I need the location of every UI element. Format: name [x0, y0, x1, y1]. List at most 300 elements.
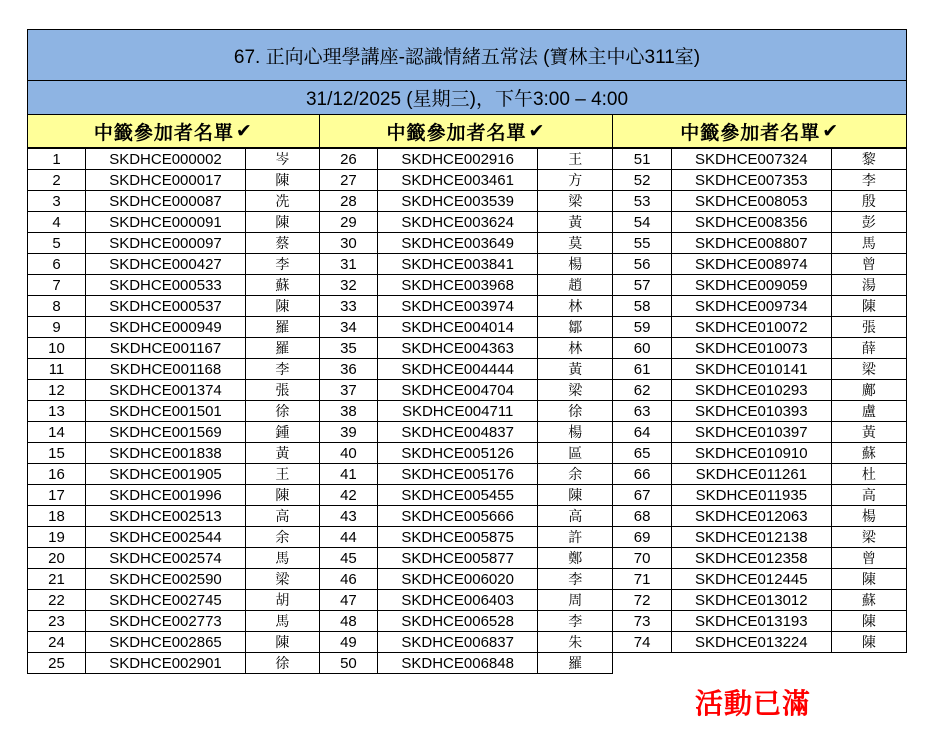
participant-surname: 李 — [831, 170, 906, 191]
participant-surname: 徐 — [246, 401, 320, 422]
table-row — [320, 170, 613, 191]
participant-code: SKDHCE001569 — [86, 422, 246, 443]
participant-code: SKDHCE002544 — [86, 527, 246, 548]
table-row — [28, 527, 320, 548]
table-row — [320, 275, 613, 296]
participant-surname: 蔡 — [246, 233, 320, 254]
table-row — [613, 191, 906, 212]
participant-surname: 羅 — [246, 338, 320, 359]
participant-code: SKDHCE012358 — [671, 548, 831, 569]
participant-surname: 區 — [538, 443, 613, 464]
participant-surname: 曾 — [831, 254, 906, 275]
table-row — [320, 212, 613, 233]
participant-code: SKDHCE012138 — [671, 527, 831, 548]
row-number: 58 — [613, 296, 671, 317]
table-row — [613, 464, 906, 485]
row-number: 44 — [320, 527, 378, 548]
participant-surname: 殷 — [831, 191, 906, 212]
participant-surname: 陳 — [246, 632, 320, 653]
participant-code: SKDHCE007324 — [671, 149, 831, 170]
row-number: 74 — [613, 632, 671, 653]
participant-code: SKDHCE002916 — [378, 149, 538, 170]
participant-column-1 — [27, 148, 320, 674]
row-number: 3 — [28, 191, 86, 212]
column-header-3 — [613, 115, 907, 148]
participant-code: SKDHCE003461 — [378, 170, 538, 191]
row-number: 24 — [28, 632, 86, 653]
participant-surname: 馬 — [246, 548, 320, 569]
row-number: 42 — [320, 485, 378, 506]
row-number: 57 — [613, 275, 671, 296]
table-row — [613, 548, 906, 569]
participant-code: SKDHCE006837 — [378, 632, 538, 653]
participant-surname: 高 — [831, 485, 906, 506]
table-row — [28, 611, 320, 632]
row-number: 7 — [28, 275, 86, 296]
participant-surname: 周 — [538, 590, 613, 611]
participant-code: SKDHCE010293 — [671, 380, 831, 401]
participant-code: SKDHCE000002 — [86, 149, 246, 170]
participant-code: SKDHCE000537 — [86, 296, 246, 317]
participant-code: SKDHCE006848 — [378, 653, 538, 674]
participant-code: SKDHCE005126 — [378, 443, 538, 464]
table-row — [320, 317, 613, 338]
table-row — [613, 254, 906, 275]
participant-surname: 湯 — [831, 275, 906, 296]
participant-code: SKDHCE003649 — [378, 233, 538, 254]
row-number: 35 — [320, 338, 378, 359]
participant-surname: 高 — [246, 506, 320, 527]
participant-code: SKDHCE003841 — [378, 254, 538, 275]
row-number: 5 — [28, 233, 86, 254]
participant-surname: 張 — [831, 317, 906, 338]
participant-surname: 鄺 — [831, 380, 906, 401]
table-row — [613, 338, 906, 359]
column-header-label: 中籤參加者名單 — [386, 122, 527, 144]
participant-surname: 蘇 — [831, 590, 906, 611]
table-row — [28, 569, 320, 590]
table-row — [28, 149, 320, 170]
table-row — [320, 506, 613, 527]
row-number: 1 — [28, 149, 86, 170]
participant-code: SKDHCE010910 — [671, 443, 831, 464]
row-number: 10 — [28, 338, 86, 359]
table-row — [320, 296, 613, 317]
row-number: 50 — [320, 653, 378, 674]
row-number: 38 — [320, 401, 378, 422]
table-row — [613, 632, 906, 653]
participant-code: SKDHCE005875 — [378, 527, 538, 548]
participant-code: SKDHCE006020 — [378, 569, 538, 590]
participant-surname: 陳 — [246, 296, 320, 317]
table-row — [320, 464, 613, 485]
participant-surname: 陳 — [831, 611, 906, 632]
participant-code: SKDHCE000533 — [86, 275, 246, 296]
row-number: 53 — [613, 191, 671, 212]
participant-code: SKDHCE007353 — [671, 170, 831, 191]
participant-surname: 林 — [538, 338, 613, 359]
participant-surname: 梁 — [538, 380, 613, 401]
column-header-label: 中籤參加者名單 — [93, 122, 234, 144]
table-row — [613, 296, 906, 317]
table-row — [613, 212, 906, 233]
row-number: 55 — [613, 233, 671, 254]
row-number: 30 — [320, 233, 378, 254]
participant-code: SKDHCE011935 — [671, 485, 831, 506]
participant-surname: 鄒 — [538, 317, 613, 338]
participant-code: SKDHCE001838 — [86, 443, 246, 464]
table-row — [28, 653, 320, 674]
participant-code: SKDHCE004837 — [378, 422, 538, 443]
row-number: 72 — [613, 590, 671, 611]
row-number: 46 — [320, 569, 378, 590]
table-row — [613, 527, 906, 548]
table-row — [320, 401, 613, 422]
participant-surname: 徐 — [246, 653, 320, 674]
table-row — [320, 485, 613, 506]
row-number: 71 — [613, 569, 671, 590]
row-number: 12 — [28, 380, 86, 401]
row-number: 19 — [28, 527, 86, 548]
table-row — [28, 170, 320, 191]
row-number: 49 — [320, 632, 378, 653]
row-number: 62 — [613, 380, 671, 401]
table-row — [613, 506, 906, 527]
table-row — [320, 632, 613, 653]
participant-code: SKDHCE002865 — [86, 632, 246, 653]
participant-surname: 朱 — [538, 632, 613, 653]
participant-code: SKDHCE013012 — [671, 590, 831, 611]
participant-surname: 陳 — [831, 632, 906, 653]
participant-code: SKDHCE008807 — [671, 233, 831, 254]
participant-surname: 馬 — [246, 611, 320, 632]
participant-code: SKDHCE009734 — [671, 296, 831, 317]
participant-code: SKDHCE005176 — [378, 464, 538, 485]
row-number: 31 — [320, 254, 378, 275]
participant-code: SKDHCE000097 — [86, 233, 246, 254]
table-row — [320, 149, 613, 170]
participant-code: SKDHCE008356 — [671, 212, 831, 233]
table-row — [28, 359, 320, 380]
table-row — [320, 338, 613, 359]
table-row — [28, 422, 320, 443]
participant-surname: 鄭 — [538, 548, 613, 569]
participant-surname: 林 — [538, 296, 613, 317]
participant-code: SKDHCE001996 — [86, 485, 246, 506]
participant-code: SKDHCE011261 — [671, 464, 831, 485]
table-row — [28, 296, 320, 317]
row-number: 70 — [613, 548, 671, 569]
participant-surname: 王 — [246, 464, 320, 485]
table-row — [320, 527, 613, 548]
row-number: 59 — [613, 317, 671, 338]
participant-code: SKDHCE009059 — [671, 275, 831, 296]
participant-surname: 蘇 — [246, 275, 320, 296]
participant-surname: 冼 — [246, 191, 320, 212]
participant-surname: 梁 — [538, 191, 613, 212]
row-number: 14 — [28, 422, 86, 443]
participant-code: SKDHCE002745 — [86, 590, 246, 611]
table-row — [320, 359, 613, 380]
participant-code: SKDHCE005455 — [378, 485, 538, 506]
participant-surname: 薛 — [831, 338, 906, 359]
row-number: 8 — [28, 296, 86, 317]
row-number: 61 — [613, 359, 671, 380]
participant-surname: 黃 — [246, 443, 320, 464]
table-row — [320, 422, 613, 443]
row-number: 17 — [28, 485, 86, 506]
participant-surname: 彭 — [831, 212, 906, 233]
row-number: 26 — [320, 149, 378, 170]
participant-surname: 陳 — [246, 170, 320, 191]
row-number: 66 — [613, 464, 671, 485]
participant-code: SKDHCE004014 — [378, 317, 538, 338]
participant-code: SKDHCE010141 — [671, 359, 831, 380]
table-row — [613, 317, 906, 338]
participant-code: SKDHCE008974 — [671, 254, 831, 275]
table-row — [613, 443, 906, 464]
participant-surname: 高 — [538, 506, 613, 527]
participant-columns — [27, 148, 907, 674]
row-number: 51 — [613, 149, 671, 170]
row-number: 9 — [28, 317, 86, 338]
row-number: 37 — [320, 380, 378, 401]
participant-surname: 徐 — [538, 401, 613, 422]
participant-code: SKDHCE001167 — [86, 338, 246, 359]
participant-code: SKDHCE010397 — [671, 422, 831, 443]
participant-code: SKDHCE004704 — [378, 380, 538, 401]
table-row — [28, 590, 320, 611]
row-number: 52 — [613, 170, 671, 191]
participant-surname: 陳 — [538, 485, 613, 506]
participant-surname: 盧 — [831, 401, 906, 422]
row-number: 11 — [28, 359, 86, 380]
column-headers — [27, 115, 907, 148]
table-row — [320, 611, 613, 632]
participant-surname: 梁 — [831, 527, 906, 548]
participant-surname: 胡 — [246, 590, 320, 611]
participant-surname: 余 — [246, 527, 320, 548]
row-number: 63 — [613, 401, 671, 422]
column-header-label: 中籤參加者名單 — [680, 122, 821, 144]
participant-surname: 王 — [538, 149, 613, 170]
participant-code: SKDHCE012445 — [671, 569, 831, 590]
row-number: 41 — [320, 464, 378, 485]
participant-code: SKDHCE005666 — [378, 506, 538, 527]
participant-code: SKDHCE010393 — [671, 401, 831, 422]
participant-surname: 李 — [246, 359, 320, 380]
participant-surname: 李 — [246, 254, 320, 275]
participant-surname: 楊 — [831, 506, 906, 527]
table-row — [320, 191, 613, 212]
table-row — [28, 338, 320, 359]
row-number: 45 — [320, 548, 378, 569]
row-number: 28 — [320, 191, 378, 212]
table-row — [320, 380, 613, 401]
participant-surname: 李 — [538, 611, 613, 632]
participant-code: SKDHCE013193 — [671, 611, 831, 632]
row-number: 2 — [28, 170, 86, 191]
column-header-1 — [27, 115, 320, 148]
row-number: 47 — [320, 590, 378, 611]
participant-code: SKDHCE002590 — [86, 569, 246, 590]
row-number: 25 — [28, 653, 86, 674]
check-mark-icon: ✔ — [235, 120, 253, 142]
participant-code: SKDHCE001168 — [86, 359, 246, 380]
table-row — [28, 401, 320, 422]
row-number: 67 — [613, 485, 671, 506]
table-row — [28, 485, 320, 506]
participant-code: SKDHCE004363 — [378, 338, 538, 359]
participant-code: SKDHCE006403 — [378, 590, 538, 611]
row-number: 18 — [28, 506, 86, 527]
participant-code: SKDHCE012063 — [671, 506, 831, 527]
row-number: 69 — [613, 527, 671, 548]
participant-surname: 黃 — [831, 422, 906, 443]
row-number: 32 — [320, 275, 378, 296]
table-row — [613, 380, 906, 401]
table-row — [613, 401, 906, 422]
participant-code: SKDHCE001905 — [86, 464, 246, 485]
participant-code: SKDHCE004444 — [378, 359, 538, 380]
table-row — [28, 212, 320, 233]
row-number: 29 — [320, 212, 378, 233]
participant-surname: 陳 — [246, 212, 320, 233]
participant-code: SKDHCE010072 — [671, 317, 831, 338]
table-row — [613, 275, 906, 296]
table-row — [28, 506, 320, 527]
participant-code: SKDHCE005877 — [378, 548, 538, 569]
table-row — [28, 464, 320, 485]
participant-code: SKDHCE002773 — [86, 611, 246, 632]
row-number: 16 — [28, 464, 86, 485]
participant-surname: 李 — [538, 569, 613, 590]
participant-code: SKDHCE002513 — [86, 506, 246, 527]
participant-surname: 陳 — [831, 569, 906, 590]
event-full-note: 活動已滿 — [695, 687, 812, 720]
table-row — [28, 632, 320, 653]
row-number: 40 — [320, 443, 378, 464]
event-date-time: 31/12/2025 (星期三)，下午3:00 – 4:00 — [27, 81, 907, 115]
row-number: 22 — [28, 590, 86, 611]
table-row — [28, 317, 320, 338]
table-row — [613, 569, 906, 590]
table-row — [320, 443, 613, 464]
participant-surname: 楊 — [538, 254, 613, 275]
participant-code: SKDHCE008053 — [671, 191, 831, 212]
participant-code: SKDHCE013224 — [671, 632, 831, 653]
participant-surname: 黎 — [831, 149, 906, 170]
participant-column-2 — [320, 148, 614, 674]
table-row — [320, 233, 613, 254]
participant-code: SKDHCE003624 — [378, 212, 538, 233]
participant-code: SKDHCE000949 — [86, 317, 246, 338]
table-row — [28, 254, 320, 275]
participant-code: SKDHCE003974 — [378, 296, 538, 317]
row-number: 13 — [28, 401, 86, 422]
row-number: 68 — [613, 506, 671, 527]
participant-code: SKDHCE002901 — [86, 653, 246, 674]
table-row — [320, 548, 613, 569]
row-number: 15 — [28, 443, 86, 464]
participant-surname: 陳 — [831, 296, 906, 317]
participant-surname: 梁 — [246, 569, 320, 590]
participant-surname: 黃 — [538, 212, 613, 233]
table-row — [28, 275, 320, 296]
event-title: 67. 正向心理學講座-認識情緒五常法 (寶林主中心311室) — [27, 29, 907, 81]
table-row — [28, 443, 320, 464]
participant-surname: 蘇 — [831, 443, 906, 464]
table-row — [28, 548, 320, 569]
participant-surname: 馬 — [831, 233, 906, 254]
table-row — [613, 590, 906, 611]
table-row — [613, 149, 906, 170]
participant-code: SKDHCE010073 — [671, 338, 831, 359]
table-row — [320, 254, 613, 275]
participant-surname: 羅 — [246, 317, 320, 338]
row-number: 64 — [613, 422, 671, 443]
participant-surname: 張 — [246, 380, 320, 401]
table-row — [613, 359, 906, 380]
row-number: 54 — [613, 212, 671, 233]
participant-code: SKDHCE003968 — [378, 275, 538, 296]
participant-column-3 — [613, 148, 907, 653]
table-row — [613, 485, 906, 506]
check-mark-icon: ✔ — [528, 120, 546, 142]
table-row — [28, 191, 320, 212]
check-mark-icon: ✔ — [822, 120, 840, 142]
row-number: 33 — [320, 296, 378, 317]
participant-code: SKDHCE004711 — [378, 401, 538, 422]
participant-surname: 杜 — [831, 464, 906, 485]
participant-code: SKDHCE003539 — [378, 191, 538, 212]
row-number: 27 — [320, 170, 378, 191]
participant-surname: 趙 — [538, 275, 613, 296]
row-number: 20 — [28, 548, 86, 569]
table-row — [613, 233, 906, 254]
participant-surname: 莫 — [538, 233, 613, 254]
table-row — [320, 590, 613, 611]
row-number: 23 — [28, 611, 86, 632]
row-number: 36 — [320, 359, 378, 380]
row-number: 21 — [28, 569, 86, 590]
participant-surname: 鍾 — [246, 422, 320, 443]
participant-code: SKDHCE000017 — [86, 170, 246, 191]
participant-code: SKDHCE000427 — [86, 254, 246, 275]
row-number: 48 — [320, 611, 378, 632]
table-row — [613, 422, 906, 443]
participant-surname: 方 — [538, 170, 613, 191]
table-row — [320, 569, 613, 590]
participant-surname: 曾 — [831, 548, 906, 569]
participant-sheet — [27, 29, 907, 674]
row-number: 56 — [613, 254, 671, 275]
table-row — [28, 233, 320, 254]
participant-surname: 梁 — [831, 359, 906, 380]
row-number: 43 — [320, 506, 378, 527]
column-header-2 — [320, 115, 614, 148]
row-number: 73 — [613, 611, 671, 632]
participant-code: SKDHCE001374 — [86, 380, 246, 401]
row-number: 65 — [613, 443, 671, 464]
row-number: 60 — [613, 338, 671, 359]
participant-surname: 岑 — [246, 149, 320, 170]
participant-surname: 余 — [538, 464, 613, 485]
participant-code: SKDHCE002574 — [86, 548, 246, 569]
participant-surname: 許 — [538, 527, 613, 548]
participant-surname: 黃 — [538, 359, 613, 380]
table-row — [613, 611, 906, 632]
